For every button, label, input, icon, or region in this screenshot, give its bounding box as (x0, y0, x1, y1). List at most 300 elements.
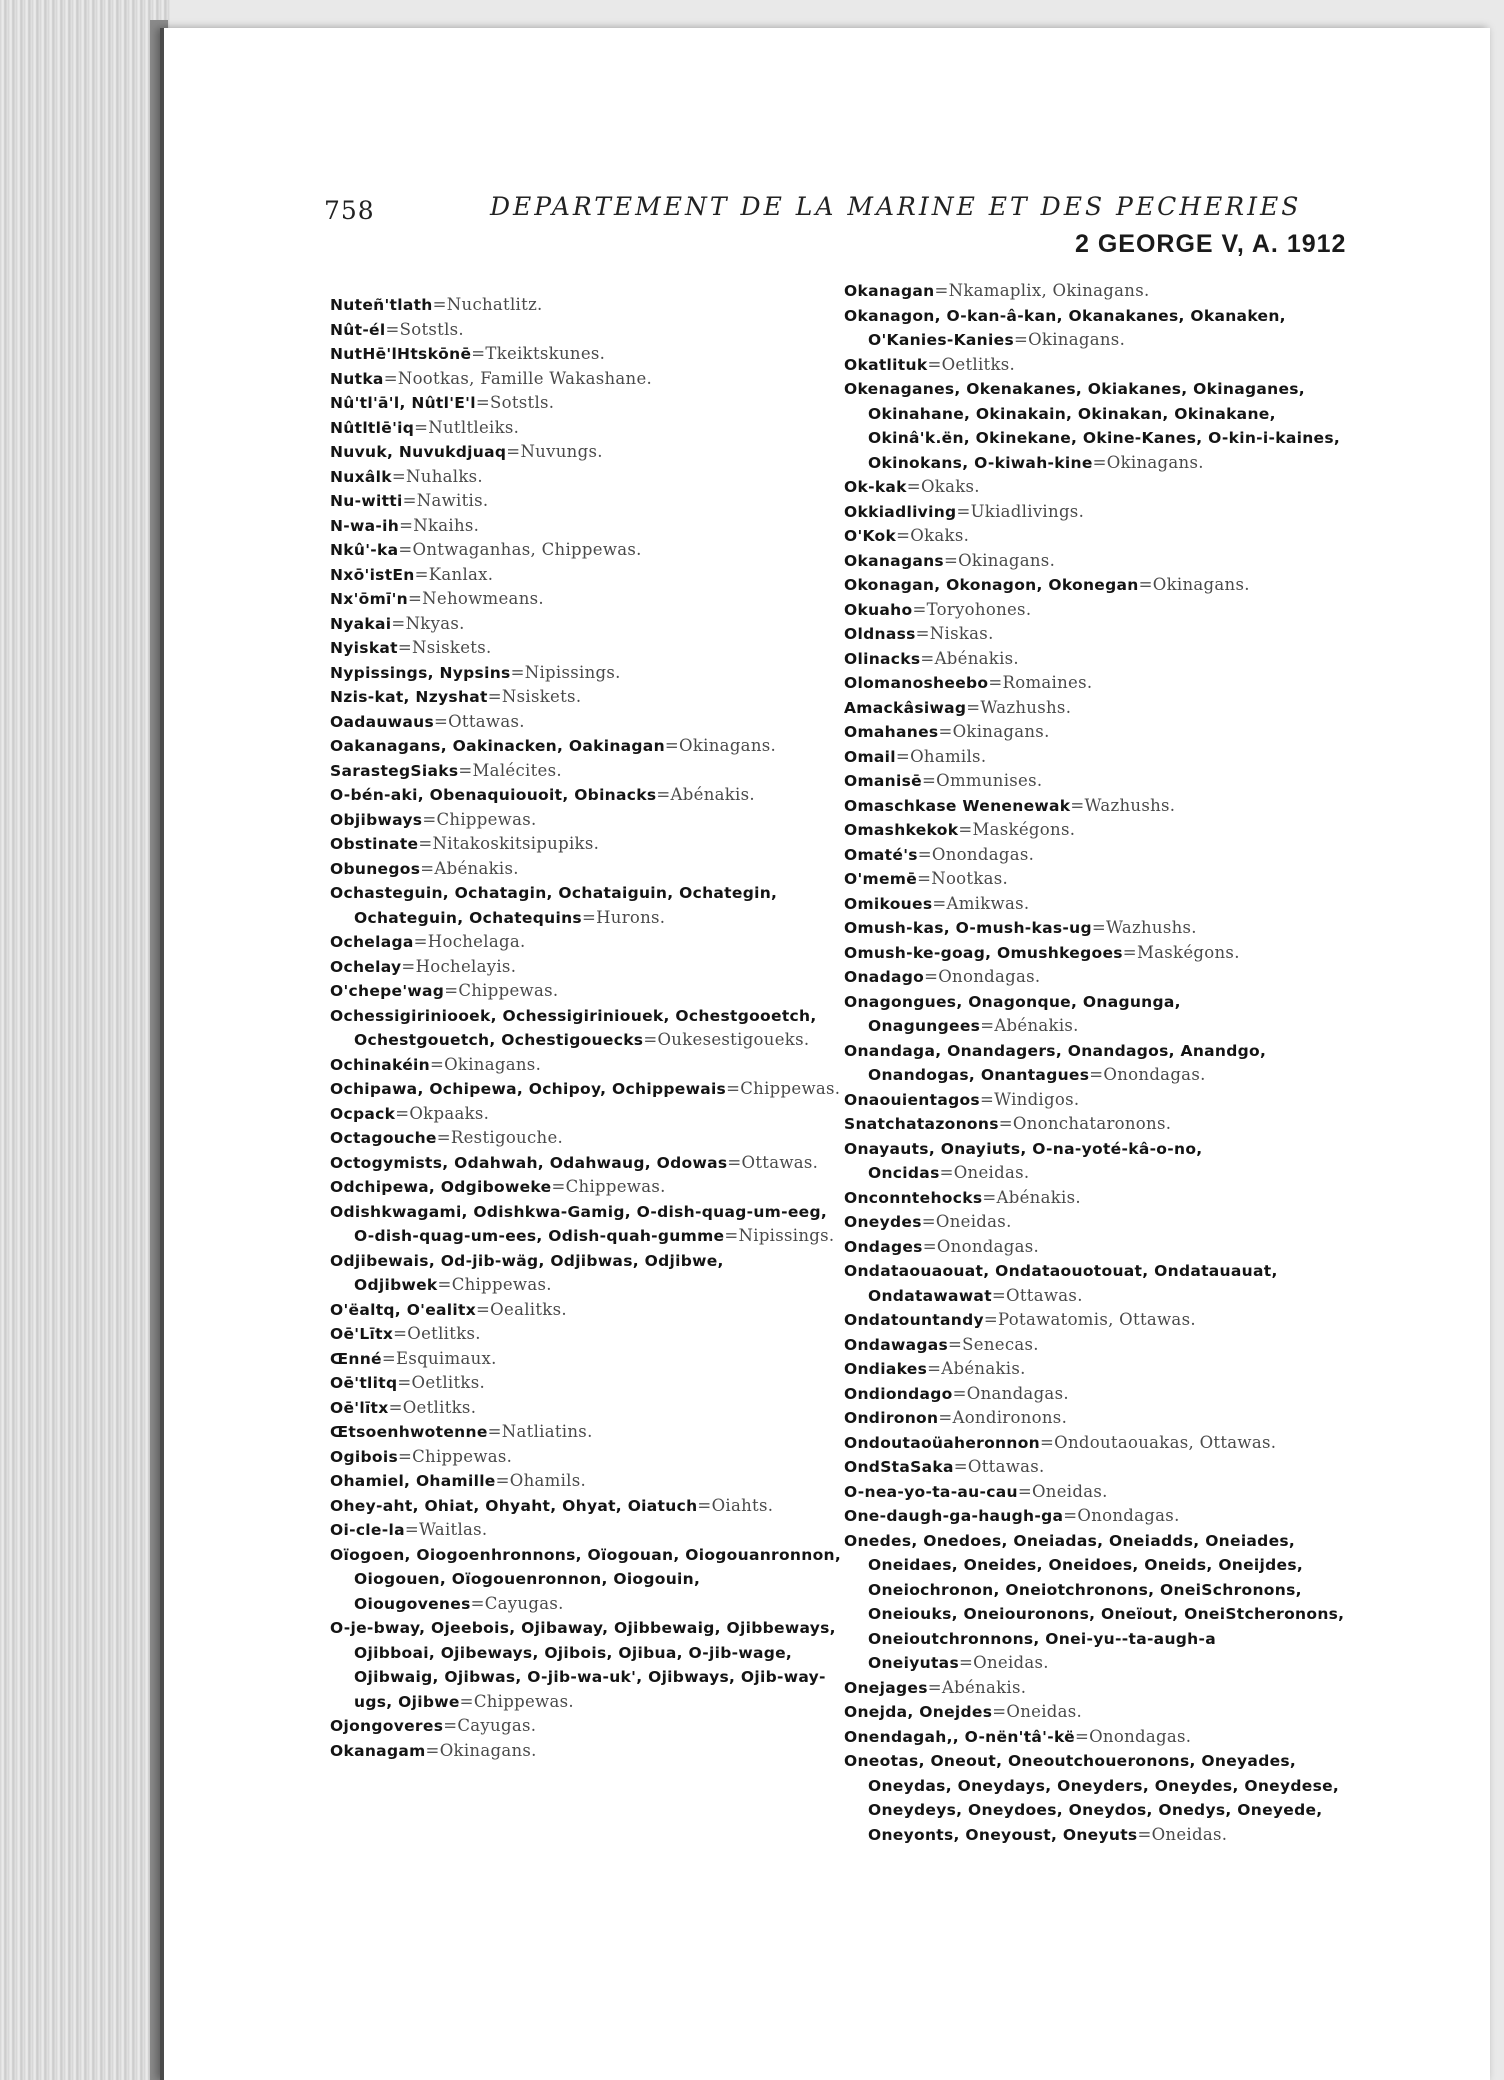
equals-sign: = (420, 858, 435, 878)
entry-target: Amikwas. (946, 893, 1030, 913)
equals-sign: = (932, 893, 947, 913)
entry-headword: Ochelaga (330, 933, 414, 951)
entry-target: Okinagans. (958, 550, 1056, 570)
entry-headword: Oldnass (844, 625, 916, 643)
glossary-entry (844, 1088, 1364, 1113)
entry-headword: Ochessigiriniooek, Ochessigiriniouek, Ochestgooetch, Ochestgouetch, Ochestigouecks (330, 1006, 817, 1049)
glossary-entry (844, 818, 1364, 843)
entry-headword: Onaouientagos (844, 1090, 980, 1109)
entry-headword: Ochasteguin, Ochatagin, Ochataiguin, Ochategin, Ochateguin, Ochatequins (330, 884, 778, 927)
glossary-entry (844, 475, 1364, 500)
entry-target: Chippewas. (412, 1446, 513, 1466)
equals-sign: = (991, 1285, 1007, 1305)
entry-headword: Onconntehocks (844, 1188, 983, 1207)
entry-headword: Oneotas, Oneout, Oneoutchoueronons, Oneyades, Oneydas, Oneydays, Oneyders, Oneydes, Oneydese, Oneydeys, Oneydoes, Oneydos, Onedys, Oneyede, Oneyonts, Oneyoust, Oneyuts (844, 1752, 1340, 1844)
entry-target: Hochelayis. (415, 956, 517, 976)
equals-sign: = (980, 1016, 995, 1035)
entry-target: Abénakis. (670, 785, 755, 804)
glossary-entry (844, 1529, 1364, 1676)
equals-sign: = (726, 1079, 741, 1098)
entry-headword: Ojongoveres (330, 1717, 444, 1735)
equals-sign: = (922, 1236, 937, 1256)
entry-headword: Omaté's (844, 845, 918, 864)
glossary-entry (330, 1616, 850, 1714)
entry-headword: Omahanes (844, 723, 939, 741)
entry-target: Ommunises. (936, 771, 1043, 790)
equals-sign: = (927, 354, 942, 374)
glossary-entry (330, 1347, 850, 1372)
entry-headword: Ondironon (844, 1409, 939, 1427)
entry-target: Oetlitks. (941, 354, 1016, 374)
entry-target: Nehowmeans. (422, 589, 544, 608)
equals-sign: = (915, 624, 930, 643)
entry-target: Windigos. (994, 1089, 1080, 1109)
entry-target: Natliatins. (501, 1422, 593, 1441)
entry-target: Chippewas. (565, 1177, 666, 1196)
equals-sign: = (470, 1593, 485, 1613)
equals-sign: = (1063, 1506, 1078, 1525)
glossary-entry (330, 1420, 850, 1445)
equals-sign: = (458, 760, 473, 780)
equals-sign: = (920, 648, 935, 668)
entry-target: Nutltleiks. (428, 417, 520, 437)
entry-headword: Nûtltlē'iq (330, 418, 415, 437)
glossary-entry (330, 1322, 850, 1347)
glossary-entry (844, 892, 1364, 917)
glossary-entry (330, 881, 850, 930)
glossary-entry (844, 1112, 1364, 1137)
book-page-edges (0, 0, 170, 2080)
glossary-entry (844, 500, 1364, 525)
glossary-entry (844, 524, 1364, 549)
equals-sign: = (952, 1383, 967, 1403)
right-column (844, 279, 1364, 1847)
entry-headword: Snatchatazonons (844, 1115, 999, 1133)
entry-headword: Nû'tl'ā'l, Nûtl'E'l (330, 394, 476, 412)
glossary-entry (844, 1357, 1364, 1382)
entry-target: Maskégons. (972, 820, 1076, 839)
entry-target: Oneidas. (935, 1212, 1012, 1231)
glossary-entry (844, 279, 1364, 304)
glossary-entry (330, 1445, 850, 1470)
entry-headword: Octagouche (330, 1129, 437, 1147)
entry-target: Chippewas. (740, 1079, 841, 1098)
equals-sign: = (581, 907, 597, 927)
equals-sign: = (1137, 1824, 1152, 1844)
equals-sign: = (437, 1275, 452, 1294)
entry-headword: Ondatountandy (844, 1311, 984, 1329)
entry-target: Chippewas. (473, 1691, 574, 1711)
entry-headword: Okanagan (844, 282, 935, 300)
entry-headword: Oneydes (844, 1213, 922, 1231)
glossary-entry (844, 1382, 1364, 1407)
entry-target: Abénakis. (934, 648, 1019, 668)
equals-sign: = (979, 1089, 995, 1109)
equals-sign: = (938, 722, 953, 741)
entry-target: Oneidas. (953, 1163, 1030, 1182)
glossary-entry (844, 304, 1364, 353)
entry-headword: Nzis-kat, Nzyshat (330, 688, 488, 706)
equals-sign: = (402, 491, 417, 510)
entry-target: Nootkas. (931, 869, 1009, 888)
entry-target: Nitakoskitsipupiks. (432, 834, 600, 853)
entry-headword: Onedes, Onedoes, Oneiadas, Oneiadds, Oneiades, Oneidaes, Oneides, Oneidoes, Oneids, Oneijdes, Oneiochronon, Oneiotchronons, OneiSchronons, Oneiouks, Oneiouronons, Oneïout, OneiStcheronons, Oneioutchronnons, Onei-yu--ta-augh-a Oneiyutas (844, 1531, 1345, 1672)
entry-headword: Onadago (844, 968, 925, 986)
entry-headword: Okkiadliving (844, 502, 957, 521)
entry-headword: Omaschkase Wenenewak (844, 796, 1071, 815)
equals-sign: = (664, 736, 680, 755)
entry-headword: Oïogoen, Oiogoenhronnons, Oïogouan, Oiogouanronnon, Oiogouen, Oïogouenronnon, Oiogouin, Oiougovenes (330, 1545, 842, 1613)
entry-target: Kanlax. (428, 564, 494, 584)
entry-headword: Ondataouaouat, Ondataouotouat, Ondatauauat, Ondatawawat (844, 1262, 1278, 1305)
entry-target: Onondagas. (1103, 1065, 1206, 1084)
entry-target: Toryohones. (926, 599, 1032, 619)
entry-headword: Ok-kak (844, 478, 907, 496)
equals-sign: = (476, 1299, 491, 1319)
entry-headword: Nypissings, Nypsins (330, 663, 511, 682)
left-column (330, 293, 850, 1763)
equals-sign: = (896, 526, 911, 545)
equals-sign: = (1013, 330, 1029, 349)
entry-headword: O'chepe'wag (330, 982, 445, 1000)
entry-headword: Nx'ōmī'n (330, 590, 409, 608)
equals-sign: = (938, 1408, 953, 1427)
running-title: DEPARTEMENT DE LA MARINE ET DES PECHERIES (490, 192, 1302, 221)
glossary-entry (330, 1494, 850, 1519)
entry-target: Oneidas. (1151, 1824, 1228, 1844)
entry-target: Nipissings. (738, 1226, 835, 1245)
glossary-entry (844, 1700, 1364, 1725)
entry-headword: Okanagam (330, 1741, 426, 1760)
entry-headword: Nyiskat (330, 639, 398, 657)
equals-sign: = (895, 746, 911, 766)
equals-sign: = (422, 809, 437, 829)
equals-sign: = (436, 1128, 451, 1147)
entry-headword: O-nea-yo-ta-au-cau (844, 1482, 1018, 1501)
equals-sign: = (432, 295, 447, 314)
entry-target: Oukesestigoueks. (657, 1030, 810, 1049)
glossary-entry (844, 769, 1364, 794)
entry-headword: Ohamiel, Ohamille (330, 1472, 496, 1490)
glossary-entry (844, 941, 1364, 966)
entry-headword: Oē'lītx (330, 1398, 389, 1417)
entry-target: Niskas. (929, 624, 994, 643)
glossary-entry (330, 1200, 850, 1249)
glossary-entry (330, 1371, 850, 1396)
entry-headword: O-je-bway, Ojeebois, Ojibaway, Ojibbewaig, Ojibbeways, Ojibboai, Ojibeways, Ojibois, Ojibua, O-jib-wage, Ojibwaig, Ojibwas, O-jib-wa-uk', Ojibways, Ojib-way-ugs, Ojibwe (330, 1619, 836, 1711)
entry-target: Oetlitks. (402, 1397, 477, 1417)
glossary-entry (844, 1259, 1364, 1308)
glossary-entry (330, 832, 850, 857)
equals-sign: = (393, 1324, 408, 1343)
entry-headword: Okonagan, Okonagon, Okonegan (844, 576, 1139, 594)
equals-sign: = (982, 1187, 997, 1207)
entry-headword: Omush-ke-goag, Omushkegoes (844, 943, 1123, 962)
entry-headword: Oē'tlitq (330, 1374, 398, 1392)
entry-target: Oealitks. (490, 1299, 567, 1319)
glossary-entry (330, 759, 850, 784)
entry-target: Nuhalks. (406, 466, 483, 486)
entry-target: Hurons. (596, 907, 666, 927)
equals-sign: = (391, 613, 406, 633)
entry-target: Okinagans. (444, 1054, 542, 1074)
entry-target: Waitlas. (418, 1520, 488, 1539)
glossary-entry (844, 1039, 1364, 1088)
entry-headword: Oi-cle-la (330, 1521, 405, 1539)
entry-target: Ontwaganhas, Chippewas. (412, 540, 642, 559)
equals-sign: = (924, 967, 939, 986)
entry-headword: Odchipewa, Odgiboweke (330, 1178, 552, 1196)
glossary-entry (844, 990, 1364, 1039)
entry-headword: Ogibois (330, 1447, 398, 1466)
page-number: 758 (324, 196, 375, 225)
entry-target: Oetlitks. (411, 1373, 486, 1392)
entry-target: Abénakis. (941, 1677, 1027, 1697)
equals-sign: = (418, 834, 433, 853)
entry-headword: Nuteñ'tlath (330, 296, 433, 314)
entry-headword: Ondawagas (844, 1335, 949, 1354)
glossary-entry (330, 1714, 850, 1739)
glossary-entry (844, 794, 1364, 819)
equals-sign: = (1040, 1432, 1055, 1452)
entry-target: Ottawas. (741, 1152, 819, 1172)
glossary-entry (844, 720, 1364, 745)
entry-target: Ottawas. (1006, 1285, 1083, 1305)
equals-sign: = (921, 771, 937, 790)
glossary-entry (844, 1749, 1364, 1847)
glossary-entry (330, 661, 850, 686)
equals-sign: = (471, 344, 486, 363)
entry-target: Abénakis. (994, 1016, 1079, 1035)
session-label: 2 GEORGE V, A. 1912 (1075, 230, 1347, 258)
glossary-entry (844, 1480, 1364, 1505)
entry-target: Ottawas. (448, 711, 525, 731)
entry-target: Nuvungs. (520, 442, 603, 461)
glossary-entry (844, 745, 1364, 770)
equals-sign: = (943, 550, 959, 570)
glossary-entry (330, 1543, 850, 1617)
glossary-entry (844, 1137, 1364, 1186)
equals-sign: = (401, 956, 416, 976)
equals-sign: = (381, 1348, 397, 1368)
entry-headword: Ondiakes (844, 1360, 928, 1378)
entry-headword: Omikoues (844, 894, 933, 913)
entry-headword: Ondages (844, 1237, 923, 1256)
entry-target: Cayugas. (484, 1593, 564, 1613)
glossary-entry (844, 573, 1364, 598)
entry-headword: Nuvuk, Nuvukdjuaq (330, 443, 507, 461)
glossary-entry (330, 440, 850, 465)
entry-headword: Olomanosheebo (844, 674, 989, 692)
entry-target: Oneidas. (1006, 1702, 1083, 1721)
entry-headword: Ocpack (330, 1104, 396, 1123)
glossary-entry (330, 734, 850, 759)
entry-headword: SarastegSiaks (330, 761, 459, 780)
equals-sign: = (927, 1359, 942, 1378)
entry-target: Aondironons. (952, 1408, 1068, 1427)
entry-target: Restigouche. (450, 1128, 564, 1147)
entry-headword: Okanagon, O-kan-â-kan, Okanakanes, Okanaken, O'Kanies-Kanies (844, 306, 1286, 349)
entry-target: Ononchataronons. (1012, 1114, 1172, 1133)
glossary-entry (844, 1406, 1364, 1431)
equals-sign: = (397, 1373, 412, 1392)
entry-target: Onondagas. (938, 967, 1041, 986)
equals-sign: = (395, 1103, 410, 1123)
equals-sign: = (1091, 918, 1107, 937)
entry-target: Okinagans. (439, 1740, 537, 1760)
equals-sign: = (1074, 1726, 1090, 1746)
glossary-entry (330, 1126, 850, 1151)
equals-sign: = (398, 540, 413, 559)
equals-sign: = (958, 820, 973, 839)
glossary-entry (330, 342, 850, 367)
entry-headword: Octogymists, Odahwah, Odahwaug, Odowas (330, 1153, 728, 1172)
equals-sign: = (413, 932, 428, 951)
equals-sign: = (958, 1653, 974, 1672)
entry-target: Ottawas. (967, 1457, 1045, 1476)
entry-target: Ohamils. (509, 1471, 587, 1490)
equals-sign: = (934, 281, 949, 300)
equals-sign: = (1070, 795, 1085, 815)
glossary-entry (844, 598, 1364, 623)
glossary-entry (330, 1396, 850, 1421)
entry-headword: Onayauts, Onayiuts, O-na-yoté-kâ-o-no, Oncidas (844, 1139, 1203, 1182)
entry-headword: Onejages (844, 1678, 928, 1697)
entry-target: Tkeiktskunes. (485, 344, 606, 363)
glossary-entry (844, 1725, 1364, 1750)
equals-sign: = (724, 1226, 739, 1245)
equals-sign: = (1017, 1481, 1032, 1501)
entry-target: Oiahts. (711, 1495, 774, 1515)
entry-target: Ondoutaouakas, Ottawas. (1054, 1432, 1277, 1452)
entry-headword: Oadauwaus (330, 712, 434, 731)
glossary-entry (330, 1004, 850, 1053)
glossary-entry (844, 622, 1364, 647)
entry-headword: Onejda, Onejdes (844, 1703, 993, 1721)
entry-headword: Œtsoenhwotenne (330, 1423, 488, 1441)
glossary-entry (844, 1504, 1364, 1529)
equals-sign: = (917, 844, 932, 864)
entry-headword: One-daugh-ga-haugh-ga (844, 1507, 1064, 1525)
glossary-entry (844, 867, 1364, 892)
equals-sign: = (1138, 575, 1153, 594)
entry-headword: Ondoutaoüaheronnon (844, 1433, 1040, 1452)
entry-target: Oneidas. (973, 1653, 1049, 1672)
equals-sign: = (385, 319, 400, 339)
equals-sign: = (643, 1030, 658, 1049)
glossary-entry (330, 367, 850, 392)
glossary-entry (844, 377, 1364, 475)
equals-sign: = (1122, 942, 1137, 962)
entry-target: Sotstls. (399, 319, 464, 339)
entry-target: Okinagans. (1028, 330, 1126, 349)
glossary-entry (330, 783, 850, 808)
entry-target: Esquimaux. (396, 1348, 497, 1368)
entry-headword: Omail (844, 747, 896, 766)
equals-sign: = (443, 1716, 458, 1735)
entry-headword: Omush-kas, O-mush-kas-ug (844, 919, 1092, 937)
glossary-entry (844, 549, 1364, 574)
equals-sign: = (697, 1495, 712, 1515)
entry-target: Nsiskets. (501, 687, 582, 706)
entry-target: Senecas. (962, 1334, 1039, 1354)
entry-headword: Onendagah,, O-nën'tâ'-kë (844, 1727, 1075, 1746)
equals-sign: = (953, 1457, 968, 1476)
entry-headword: Nutka (330, 369, 384, 388)
glossary-entry (844, 1676, 1364, 1701)
entry-headword: Onagongues, Onagonque, Onagunga, Onagungees (844, 992, 1181, 1035)
equals-sign: = (391, 466, 407, 486)
entry-headword: Onandaga, Onandagers, Onandagos, Anandgo, Onandogas, Onantagues (844, 1041, 1267, 1084)
equals-sign: = (927, 1677, 942, 1697)
glossary-entry (844, 916, 1364, 941)
equals-sign: = (459, 1691, 474, 1711)
glossary-entry (330, 955, 850, 980)
glossary-entry (844, 1333, 1364, 1358)
entry-target: Nkyas. (405, 613, 465, 633)
entry-headword: Omashkekok (844, 821, 959, 839)
glossary-entry (330, 1102, 850, 1127)
glossary-entry (844, 647, 1364, 672)
glossary-entry (330, 563, 850, 588)
glossary-entry (844, 696, 1364, 721)
glossary-entry (330, 808, 850, 833)
equals-sign: = (487, 687, 502, 706)
entry-target: Oetlitks. (407, 1324, 481, 1343)
entry-target: Nkaihs. (413, 515, 480, 535)
entry-headword: Odishkwagami, Odishkwa-Gamig, O-dish-quag-um-eeg, O-dish-quag-um-ees, Odish-quah-gumme (330, 1202, 828, 1245)
glossary-entry (330, 416, 850, 441)
equals-sign: = (429, 1054, 445, 1074)
equals-sign: = (495, 1471, 510, 1490)
entry-headword: Okenaganes, Okenakanes, Okiakanes, Okinaganes, Okinahane, Okinakain, Okinakan, Okinakane, Okinâ'k.ën, Okinekane, Okine-Kanes, O-kin-i-kaines, Okinokans, O-kiwah-kine (844, 380, 1341, 472)
entry-target: Ukiadlivings. (970, 501, 1085, 521)
entry-headword: N-wa-ih (330, 516, 400, 535)
entry-headword: O'Kok (844, 527, 897, 545)
entry-target: Romaines. (1002, 673, 1093, 692)
equals-sign: = (656, 785, 671, 804)
glossary-entry (330, 857, 850, 882)
entry-headword: O'ëaltq, O'ealitx (330, 1300, 477, 1319)
glossary-entry (330, 514, 850, 539)
equals-sign: = (399, 515, 414, 535)
entry-headword: Obunegos (330, 859, 421, 878)
entry-target: Chippewas. (458, 981, 559, 1000)
glossary-entry (330, 1469, 850, 1494)
entry-headword: Nxō'istEn (330, 565, 415, 584)
equals-sign: = (487, 1422, 502, 1441)
entry-target: Nawitis. (416, 491, 489, 510)
entry-headword: Nût-él (330, 320, 386, 339)
entry-target: Okinagans. (1152, 575, 1250, 594)
entry-headword: Nuxâlk (330, 467, 392, 486)
entry-headword: Nu-witti (330, 492, 403, 510)
entry-headword: O'memē (844, 870, 918, 888)
entry-target: Chippewas. (451, 1275, 552, 1294)
equals-sign: = (551, 1177, 566, 1196)
entry-target: Wazhushs. (980, 697, 1072, 717)
entry-headword: Okanagans (844, 551, 944, 570)
entry-target: Wazhushs. (1106, 918, 1197, 937)
entry-target: Maskégons. (1136, 942, 1240, 962)
entry-headword: Okuaho (844, 600, 913, 619)
entry-headword: Ochelay (330, 957, 402, 976)
glossary-entry (844, 1308, 1364, 1333)
entry-target: Okaks. (910, 526, 970, 545)
glossary-entry (844, 1235, 1364, 1260)
equals-sign: = (939, 1163, 954, 1182)
entry-target: Nipissings. (524, 662, 621, 682)
